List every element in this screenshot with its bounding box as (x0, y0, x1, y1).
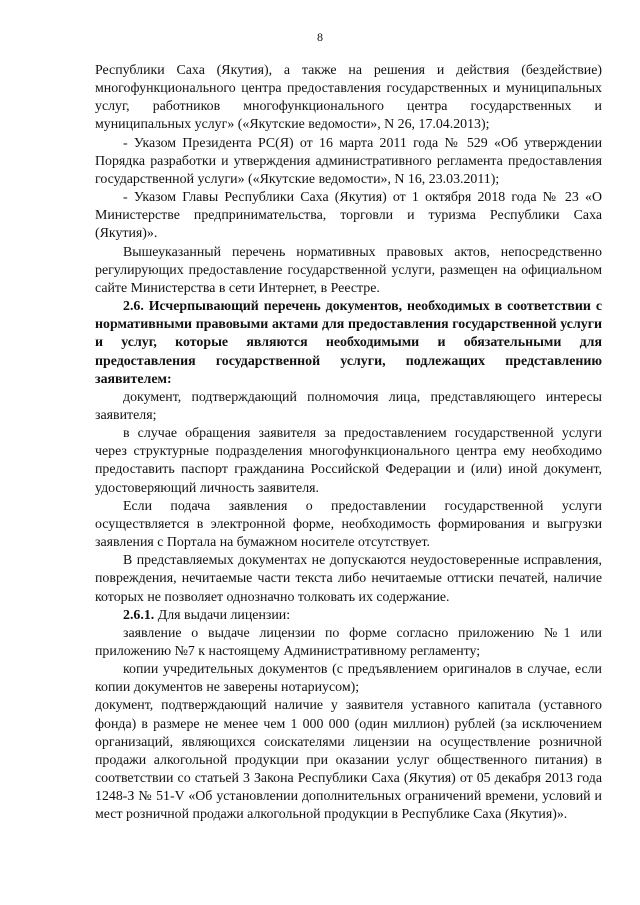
paragraph-text: заявление о выдаче лицензии по форме согласно приложению №1 или приложению №7 к настоящему Административному регламенту; (95, 625, 602, 659)
paragraph-text: - Указом Президента РС(Я) от 16 марта 2011 года № 529 «Об утверждении Порядка разработки и утверждения административного регламента предоставления государственной услуги» («Якутские ведомости», N 16, 23.03.2011); (95, 135, 602, 187)
paragraph-text: копии учредительных документов (с предъявлением оригиналов в случае, если копии документов не заверены нотариусом); (95, 662, 602, 696)
paragraph-text: Вышеуказанный перечень нормативных правовых актов, непосредственно регулирующих предоставление государственной услуги, размещен на официальном сайте Министерства в сети Интернет, в Реестре. (95, 244, 602, 296)
page-number: 8 (317, 30, 323, 44)
paragraph-text: - Указом Главы Республики Саха (Якутия) от 1 октября 2018 года № 23 «О Министерстве предпринимательства, торговли и туризма Республики Саха (Якутия)». (95, 190, 602, 242)
paragraph (95, 189, 602, 243)
paragraph (95, 661, 602, 697)
paragraph (95, 135, 602, 189)
paragraph-text: документ, подтверждающий полномочия лица, представляющего интересы заявителя; (95, 389, 602, 423)
paragraph (95, 244, 602, 298)
document-body (95, 62, 602, 825)
paragraph (95, 625, 602, 661)
paragraph-text: документ, подтверждающий наличие у заявителя уставного капитала (уставного фонда) в размере не менее чем 1 000 000 (один миллион) рублей (за исключением организаций, являющихся соискателями лицензии на осуществление розничной продажи алкогольной продукции при оказании услуг общественного питания) в соответствии со статьей 3 Закона Республики Саха (Якутия) от 05 декабря 2013 года 1248-З № 51-V «Об установлении дополнительных ограничений времени, условий и мест розничной продажи алкогольной продукции в Республике Саха (Якутия)». (95, 698, 602, 823)
paragraph (95, 389, 602, 425)
paragraph-text: Республики Саха (Якутия), а также на решения и действия (бездействие) многофункционального центра предоставления государственных и муниципальных услуг, работников многофункционального центра государственных и муниципальных услуг» («Якутские ведомости», N 26, 17.04.2013); (95, 63, 602, 133)
paragraph-text: 2.6. Исчерпывающий перечень документов, необходимых в соответствии с нормативными правовыми актами для предоставления государственной услуги и услуг, которые являются необходимыми и обязательными для предоставления государственной услуги, подлежащих представлению заявителем: (95, 299, 602, 387)
paragraph (95, 298, 602, 389)
paragraph (95, 697, 602, 824)
paragraph (95, 425, 602, 498)
paragraph (95, 498, 602, 552)
paragraph-text: Если подача заявления о предоставлении государственной услуги осуществляется в электронной форме, необходимость формирования и выгрузки заявления с Портала на бумажном носителе отсутствует. (95, 498, 602, 551)
section-number: 2.6.1. (123, 607, 155, 623)
paragraph (95, 607, 602, 625)
paragraph-text: в случае обращения заявителя за предоставлением государственной услуги через структурные подразделения многофункционального центра ему необходимо предоставить паспорт гражданина Российской Федерации и (или) иной документ, удостоверяющий личность заявителя. (95, 426, 602, 496)
paragraph-text: Для выдачи лицензии: (157, 607, 291, 623)
paragraph (95, 62, 602, 135)
paragraph-text: В представляемых документах не допускаются неудостоверенные исправления, повреждения, нечитаемые части текста либо нечитаемые оттиски печатей, наличие которых не позволяет однозначно толковать их содержание. (95, 553, 602, 605)
paragraph (95, 552, 602, 606)
